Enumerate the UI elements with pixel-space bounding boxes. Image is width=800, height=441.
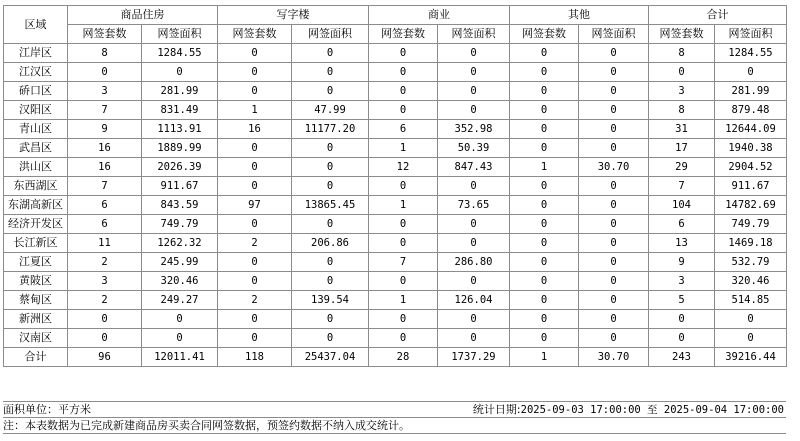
signed-area-cell: 281.99 bbox=[142, 82, 218, 101]
signed-area-cell: 50.39 bbox=[438, 139, 510, 158]
signed-count-cell: 9 bbox=[649, 253, 715, 272]
signed-count-cell: 0 bbox=[218, 310, 292, 329]
signed-area-cell: 0 bbox=[292, 177, 369, 196]
signed-count-cell: 1 bbox=[369, 196, 438, 215]
signed-area-cell: 0 bbox=[715, 63, 787, 82]
signed-area-cell: 0 bbox=[292, 329, 369, 348]
signed-area-cell: 0 bbox=[438, 82, 510, 101]
signed-area-cell: 0 bbox=[438, 310, 510, 329]
region-name: 新洲区 bbox=[4, 310, 68, 329]
signed-area-cell: 0 bbox=[438, 63, 510, 82]
total-area-cell: 39216.44 bbox=[715, 348, 787, 367]
region-name: 长江新区 bbox=[4, 234, 68, 253]
header-group: 合计 bbox=[649, 6, 787, 25]
signed-area-cell: 0 bbox=[579, 272, 649, 291]
signed-area-cell: 0 bbox=[292, 44, 369, 63]
header-signed-area: 网签面积 bbox=[715, 25, 787, 44]
region-name: 江汉区 bbox=[4, 63, 68, 82]
signed-count-cell: 6 bbox=[649, 215, 715, 234]
transaction-table-container bbox=[3, 5, 787, 367]
signed-area-cell: 286.80 bbox=[438, 253, 510, 272]
header-signed-area: 网签面积 bbox=[142, 25, 218, 44]
signed-count-cell: 5 bbox=[649, 291, 715, 310]
signed-area-cell: 0 bbox=[142, 329, 218, 348]
header-row-groups bbox=[4, 6, 787, 25]
signed-area-cell: 514.85 bbox=[715, 291, 787, 310]
signed-count-cell: 0 bbox=[510, 139, 579, 158]
total-area-cell: 30.70 bbox=[579, 348, 649, 367]
statistics-date bbox=[473, 402, 784, 418]
signed-area-cell: 0 bbox=[292, 139, 369, 158]
signed-count-cell: 8 bbox=[68, 44, 142, 63]
signed-count-cell: 104 bbox=[649, 196, 715, 215]
signed-area-cell: 879.48 bbox=[715, 101, 787, 120]
table-row bbox=[4, 158, 787, 177]
signed-count-cell: 7 bbox=[68, 177, 142, 196]
signed-count-cell: 3 bbox=[649, 82, 715, 101]
signed-count-cell: 0 bbox=[510, 63, 579, 82]
signed-area-cell: 0 bbox=[292, 63, 369, 82]
signed-area-cell: 0 bbox=[579, 196, 649, 215]
footer-note-row bbox=[3, 417, 786, 434]
signed-count-cell: 16 bbox=[68, 139, 142, 158]
signed-area-cell: 0 bbox=[715, 329, 787, 348]
header-signed-count: 网签套数 bbox=[649, 25, 715, 44]
signed-area-cell: 0 bbox=[292, 253, 369, 272]
table-row bbox=[4, 82, 787, 101]
signed-count-cell: 3 bbox=[68, 272, 142, 291]
signed-area-cell: 0 bbox=[579, 291, 649, 310]
signed-count-cell: 0 bbox=[369, 234, 438, 253]
signed-count-cell: 16 bbox=[218, 120, 292, 139]
signed-count-cell: 0 bbox=[369, 215, 438, 234]
signed-count-cell: 11 bbox=[68, 234, 142, 253]
total-count-cell: 96 bbox=[68, 348, 142, 367]
signed-count-cell: 0 bbox=[369, 329, 438, 348]
signed-count-cell: 8 bbox=[649, 44, 715, 63]
signed-count-cell: 6 bbox=[68, 196, 142, 215]
region-name: 经济开发区 bbox=[4, 215, 68, 234]
signed-count-cell: 0 bbox=[369, 101, 438, 120]
signed-count-cell: 0 bbox=[369, 63, 438, 82]
signed-count-cell: 0 bbox=[369, 44, 438, 63]
signed-area-cell: 532.79 bbox=[715, 253, 787, 272]
transaction-table bbox=[3, 5, 787, 367]
signed-area-cell: 352.98 bbox=[438, 120, 510, 139]
signed-count-cell: 0 bbox=[68, 310, 142, 329]
table-row bbox=[4, 215, 787, 234]
table-row bbox=[4, 120, 787, 139]
signed-count-cell: 0 bbox=[510, 234, 579, 253]
signed-area-cell: 0 bbox=[579, 234, 649, 253]
footer-note-text: 注：本表数据为已完成新建商品房买卖合同网签数据，预签约数据不纳入成交统计。 bbox=[3, 419, 410, 432]
region-name: 东西湖区 bbox=[4, 177, 68, 196]
total-row bbox=[4, 348, 787, 367]
table-row bbox=[4, 139, 787, 158]
signed-area-cell: 0 bbox=[292, 82, 369, 101]
signed-count-cell: 0 bbox=[510, 272, 579, 291]
signed-area-cell: 0 bbox=[438, 272, 510, 291]
signed-area-cell: 0 bbox=[579, 120, 649, 139]
signed-count-cell: 0 bbox=[218, 177, 292, 196]
signed-count-cell: 8 bbox=[649, 101, 715, 120]
signed-count-cell: 2 bbox=[218, 291, 292, 310]
signed-area-cell: 0 bbox=[438, 215, 510, 234]
header-signed-area: 网签面积 bbox=[292, 25, 369, 44]
signed-area-cell: 0 bbox=[292, 215, 369, 234]
signed-area-cell: 11177.20 bbox=[292, 120, 369, 139]
signed-count-cell: 0 bbox=[218, 139, 292, 158]
signed-area-cell: 206.86 bbox=[292, 234, 369, 253]
signed-area-cell: 0 bbox=[292, 158, 369, 177]
signed-area-cell: 0 bbox=[579, 310, 649, 329]
signed-count-cell: 9 bbox=[68, 120, 142, 139]
total-area-cell: 25437.04 bbox=[292, 348, 369, 367]
signed-area-cell: 0 bbox=[438, 177, 510, 196]
signed-count-cell: 12 bbox=[369, 158, 438, 177]
signed-area-cell: 0 bbox=[292, 272, 369, 291]
signed-count-cell: 0 bbox=[510, 310, 579, 329]
signed-area-cell: 1113.91 bbox=[142, 120, 218, 139]
region-name: 汉南区 bbox=[4, 329, 68, 348]
signed-count-cell: 2 bbox=[218, 234, 292, 253]
total-count-cell: 243 bbox=[649, 348, 715, 367]
signed-count-cell: 0 bbox=[510, 253, 579, 272]
table-row bbox=[4, 291, 787, 310]
header-signed-count: 网签套数 bbox=[68, 25, 142, 44]
region-name: 东湖高新区 bbox=[4, 196, 68, 215]
signed-area-cell: 0 bbox=[438, 101, 510, 120]
signed-area-cell: 12644.09 bbox=[715, 120, 787, 139]
signed-count-cell: 29 bbox=[649, 158, 715, 177]
region-name: 江岸区 bbox=[4, 44, 68, 63]
table-row bbox=[4, 101, 787, 120]
signed-area-cell: 0 bbox=[142, 310, 218, 329]
table-row bbox=[4, 63, 787, 82]
signed-area-cell: 0 bbox=[579, 101, 649, 120]
signed-count-cell: 1 bbox=[218, 101, 292, 120]
signed-count-cell: 97 bbox=[218, 196, 292, 215]
header-signed-area: 网签面积 bbox=[579, 25, 649, 44]
statistics-date-label: 统计日期: bbox=[472, 403, 521, 416]
signed-count-cell: 2 bbox=[68, 253, 142, 272]
table-row bbox=[4, 44, 787, 63]
signed-count-cell: 0 bbox=[510, 177, 579, 196]
signed-count-cell: 7 bbox=[68, 101, 142, 120]
signed-count-cell: 0 bbox=[369, 82, 438, 101]
signed-count-cell: 31 bbox=[649, 120, 715, 139]
signed-area-cell: 1284.55 bbox=[715, 44, 787, 63]
header-region: 区域 bbox=[4, 6, 68, 44]
total-count-cell: 118 bbox=[218, 348, 292, 367]
signed-area-cell: 0 bbox=[579, 139, 649, 158]
table-row bbox=[4, 310, 787, 329]
signed-area-cell: 245.99 bbox=[142, 253, 218, 272]
signed-count-cell: 0 bbox=[218, 329, 292, 348]
signed-area-cell: 0 bbox=[579, 253, 649, 272]
signed-count-cell: 13 bbox=[649, 234, 715, 253]
signed-area-cell: 749.79 bbox=[142, 215, 218, 234]
region-name: 汉阳区 bbox=[4, 101, 68, 120]
region-name: 蔡甸区 bbox=[4, 291, 68, 310]
signed-count-cell: 0 bbox=[510, 101, 579, 120]
signed-area-cell: 749.79 bbox=[715, 215, 787, 234]
signed-area-cell: 30.70 bbox=[579, 158, 649, 177]
signed-area-cell: 847.43 bbox=[438, 158, 510, 177]
region-name: 青山区 bbox=[4, 120, 68, 139]
header-signed-area: 网签面积 bbox=[438, 25, 510, 44]
total-label: 合计 bbox=[4, 348, 68, 367]
region-name: 黄陂区 bbox=[4, 272, 68, 291]
header-row-subcolumns bbox=[4, 25, 787, 44]
signed-count-cell: 6 bbox=[68, 215, 142, 234]
signed-count-cell: 0 bbox=[510, 291, 579, 310]
signed-area-cell: 0 bbox=[579, 177, 649, 196]
signed-count-cell: 7 bbox=[369, 253, 438, 272]
signed-count-cell: 0 bbox=[649, 329, 715, 348]
header-group: 其他 bbox=[510, 6, 649, 25]
signed-area-cell: 139.54 bbox=[292, 291, 369, 310]
total-count-cell: 1 bbox=[510, 348, 579, 367]
total-area-cell: 1737.29 bbox=[438, 348, 510, 367]
signed-area-cell: 126.04 bbox=[438, 291, 510, 310]
area-unit-text: 面积单位：平方米 bbox=[3, 403, 91, 416]
table-row bbox=[4, 329, 787, 348]
table-row bbox=[4, 253, 787, 272]
signed-area-cell: 0 bbox=[579, 329, 649, 348]
signed-count-cell: 0 bbox=[218, 82, 292, 101]
footer-unit-row bbox=[3, 401, 786, 417]
signed-area-cell: 249.27 bbox=[142, 291, 218, 310]
signed-area-cell: 2904.52 bbox=[715, 158, 787, 177]
signed-area-cell: 1284.55 bbox=[142, 44, 218, 63]
header-group: 商业 bbox=[369, 6, 510, 25]
signed-count-cell: 0 bbox=[218, 44, 292, 63]
statistics-date-range: 2025-09-03 17:00:00 至 2025-09-04 17:00:00 bbox=[520, 404, 784, 416]
signed-count-cell: 6 bbox=[369, 120, 438, 139]
signed-area-cell: 320.46 bbox=[715, 272, 787, 291]
signed-count-cell: 0 bbox=[68, 63, 142, 82]
signed-area-cell: 0 bbox=[292, 310, 369, 329]
signed-count-cell: 0 bbox=[510, 44, 579, 63]
region-name: 硚口区 bbox=[4, 82, 68, 101]
region-name: 江夏区 bbox=[4, 253, 68, 272]
signed-area-cell: 0 bbox=[715, 310, 787, 329]
signed-count-cell: 0 bbox=[649, 63, 715, 82]
signed-area-cell: 0 bbox=[579, 215, 649, 234]
signed-area-cell: 831.49 bbox=[142, 101, 218, 120]
signed-count-cell: 0 bbox=[510, 196, 579, 215]
signed-count-cell: 1 bbox=[369, 291, 438, 310]
signed-area-cell: 0 bbox=[579, 44, 649, 63]
signed-count-cell: 0 bbox=[510, 215, 579, 234]
signed-count-cell: 1 bbox=[369, 139, 438, 158]
table-row bbox=[4, 196, 787, 215]
signed-count-cell: 0 bbox=[218, 272, 292, 291]
signed-area-cell: 0 bbox=[142, 63, 218, 82]
signed-count-cell: 0 bbox=[218, 158, 292, 177]
signed-area-cell: 0 bbox=[579, 82, 649, 101]
total-count-cell: 28 bbox=[369, 348, 438, 367]
table-row bbox=[4, 234, 787, 253]
signed-count-cell: 2 bbox=[68, 291, 142, 310]
signed-count-cell: 3 bbox=[649, 272, 715, 291]
header-signed-count: 网签套数 bbox=[218, 25, 292, 44]
signed-area-cell: 0 bbox=[579, 63, 649, 82]
signed-area-cell: 2026.39 bbox=[142, 158, 218, 177]
signed-count-cell: 0 bbox=[369, 310, 438, 329]
signed-area-cell: 47.99 bbox=[292, 101, 369, 120]
signed-area-cell: 843.59 bbox=[142, 196, 218, 215]
signed-count-cell: 0 bbox=[510, 329, 579, 348]
table-footer bbox=[3, 401, 786, 434]
signed-area-cell: 320.46 bbox=[142, 272, 218, 291]
signed-area-cell: 1469.18 bbox=[715, 234, 787, 253]
signed-count-cell: 16 bbox=[68, 158, 142, 177]
table-row bbox=[4, 272, 787, 291]
signed-area-cell: 1262.32 bbox=[142, 234, 218, 253]
signed-count-cell: 17 bbox=[649, 139, 715, 158]
signed-count-cell: 1 bbox=[510, 158, 579, 177]
header-group: 商品住房 bbox=[68, 6, 218, 25]
signed-count-cell: 0 bbox=[369, 177, 438, 196]
signed-count-cell: 0 bbox=[218, 215, 292, 234]
signed-count-cell: 7 bbox=[649, 177, 715, 196]
signed-area-cell: 1889.99 bbox=[142, 139, 218, 158]
header-group: 写字楼 bbox=[218, 6, 369, 25]
table-row bbox=[4, 177, 787, 196]
header-signed-count: 网签套数 bbox=[369, 25, 438, 44]
signed-count-cell: 0 bbox=[369, 272, 438, 291]
signed-area-cell: 911.67 bbox=[715, 177, 787, 196]
header-signed-count: 网签套数 bbox=[510, 25, 579, 44]
region-name: 武昌区 bbox=[4, 139, 68, 158]
signed-area-cell: 911.67 bbox=[142, 177, 218, 196]
signed-count-cell: 0 bbox=[218, 253, 292, 272]
signed-area-cell: 0 bbox=[438, 44, 510, 63]
signed-count-cell: 0 bbox=[218, 63, 292, 82]
signed-count-cell: 0 bbox=[510, 120, 579, 139]
signed-count-cell: 3 bbox=[68, 82, 142, 101]
signed-area-cell: 73.65 bbox=[438, 196, 510, 215]
signed-area-cell: 0 bbox=[438, 329, 510, 348]
region-name: 洪山区 bbox=[4, 158, 68, 177]
signed-area-cell: 0 bbox=[438, 234, 510, 253]
signed-area-cell: 13865.45 bbox=[292, 196, 369, 215]
signed-area-cell: 281.99 bbox=[715, 82, 787, 101]
signed-count-cell: 0 bbox=[510, 82, 579, 101]
signed-count-cell: 0 bbox=[68, 329, 142, 348]
signed-count-cell: 0 bbox=[649, 310, 715, 329]
total-area-cell: 12011.41 bbox=[142, 348, 218, 367]
signed-area-cell: 14782.69 bbox=[715, 196, 787, 215]
signed-area-cell: 1940.38 bbox=[715, 139, 787, 158]
